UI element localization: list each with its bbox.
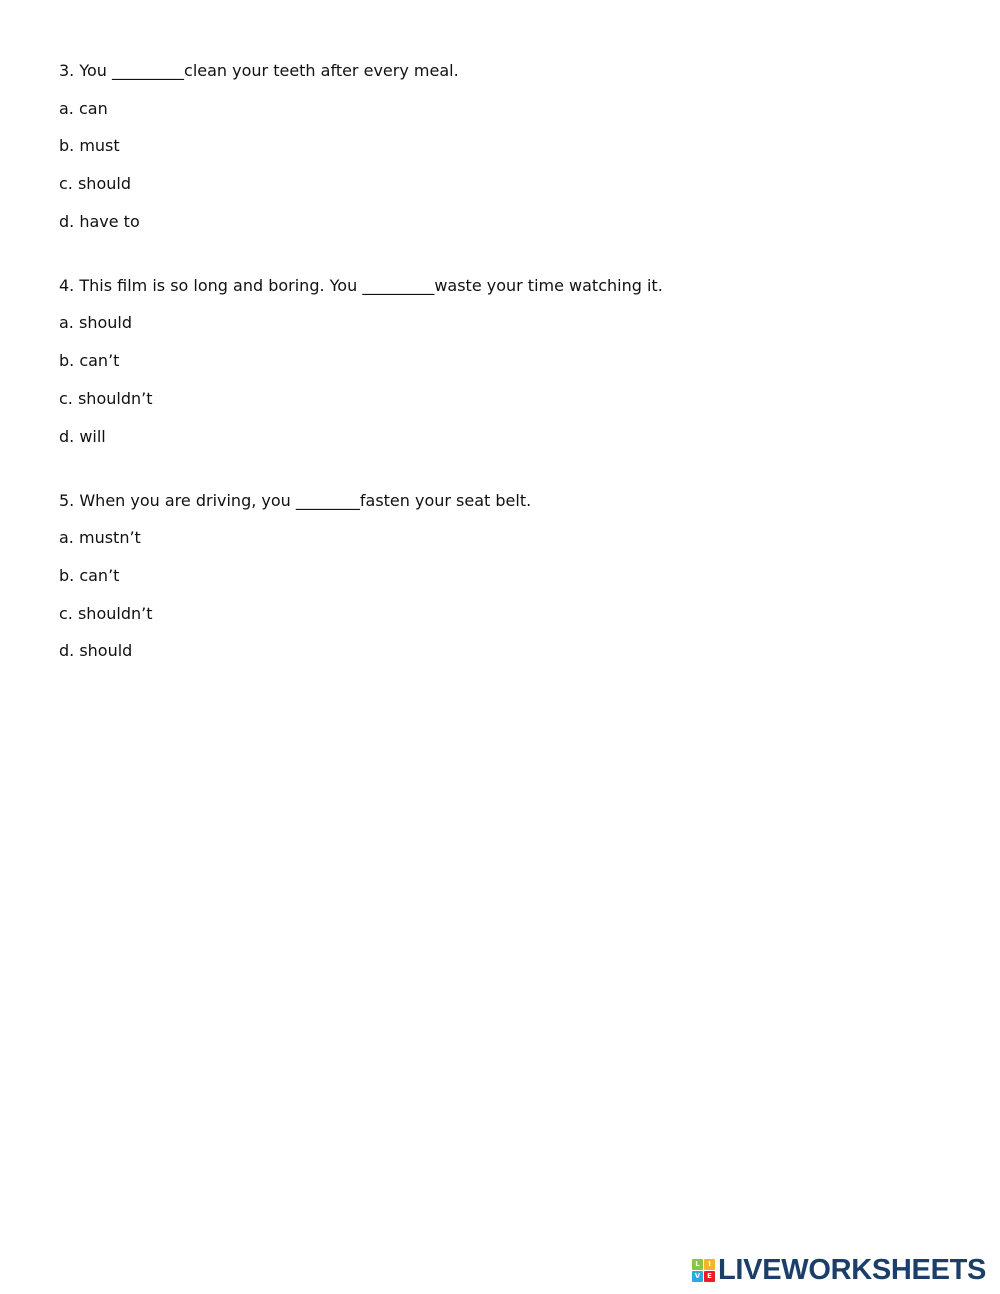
logo-wordmark: LIVEWORKSHEETS [718, 1254, 987, 1286]
logo-block-l: L [692, 1259, 703, 1270]
logo-block-e: E [704, 1271, 715, 1282]
option-d[interactable]: d. will [59, 426, 106, 446]
liveworksheets-logo [692, 1255, 986, 1285]
logo-blocks-icon [692, 1259, 715, 1282]
option-b[interactable]: b. can’t [59, 565, 120, 585]
question-5 [59, 488, 959, 664]
question-4 [59, 273, 959, 449]
question-stem: 4. This film is so long and boring. You _________waste your time watching it. [59, 275, 663, 295]
worksheet [59, 58, 959, 702]
question-stem: 5. When you are driving, you ________fasten your seat belt. [59, 490, 532, 510]
logo-block-v: V [692, 1271, 703, 1282]
option-c[interactable]: c. shouldn’t [59, 603, 153, 623]
logo-block-i: I [704, 1259, 715, 1270]
option-c[interactable]: c. should [59, 174, 131, 194]
question-stem: 3. You _________clean your teeth after every meal. [59, 61, 459, 80]
option-b[interactable]: b. must [59, 136, 120, 156]
option-c[interactable]: c. shouldn’t [59, 388, 153, 408]
option-d[interactable]: d. should [59, 641, 133, 661]
question-3 [59, 58, 959, 234]
option-b[interactable]: b. can’t [59, 351, 120, 371]
option-a[interactable]: a. mustn’t [59, 528, 141, 548]
option-list [59, 525, 959, 663]
option-d[interactable]: d. have to [59, 211, 140, 231]
option-a[interactable]: a. should [59, 313, 132, 333]
option-a[interactable]: a. can [59, 98, 108, 118]
option-list [59, 310, 959, 448]
option-list [59, 96, 959, 234]
